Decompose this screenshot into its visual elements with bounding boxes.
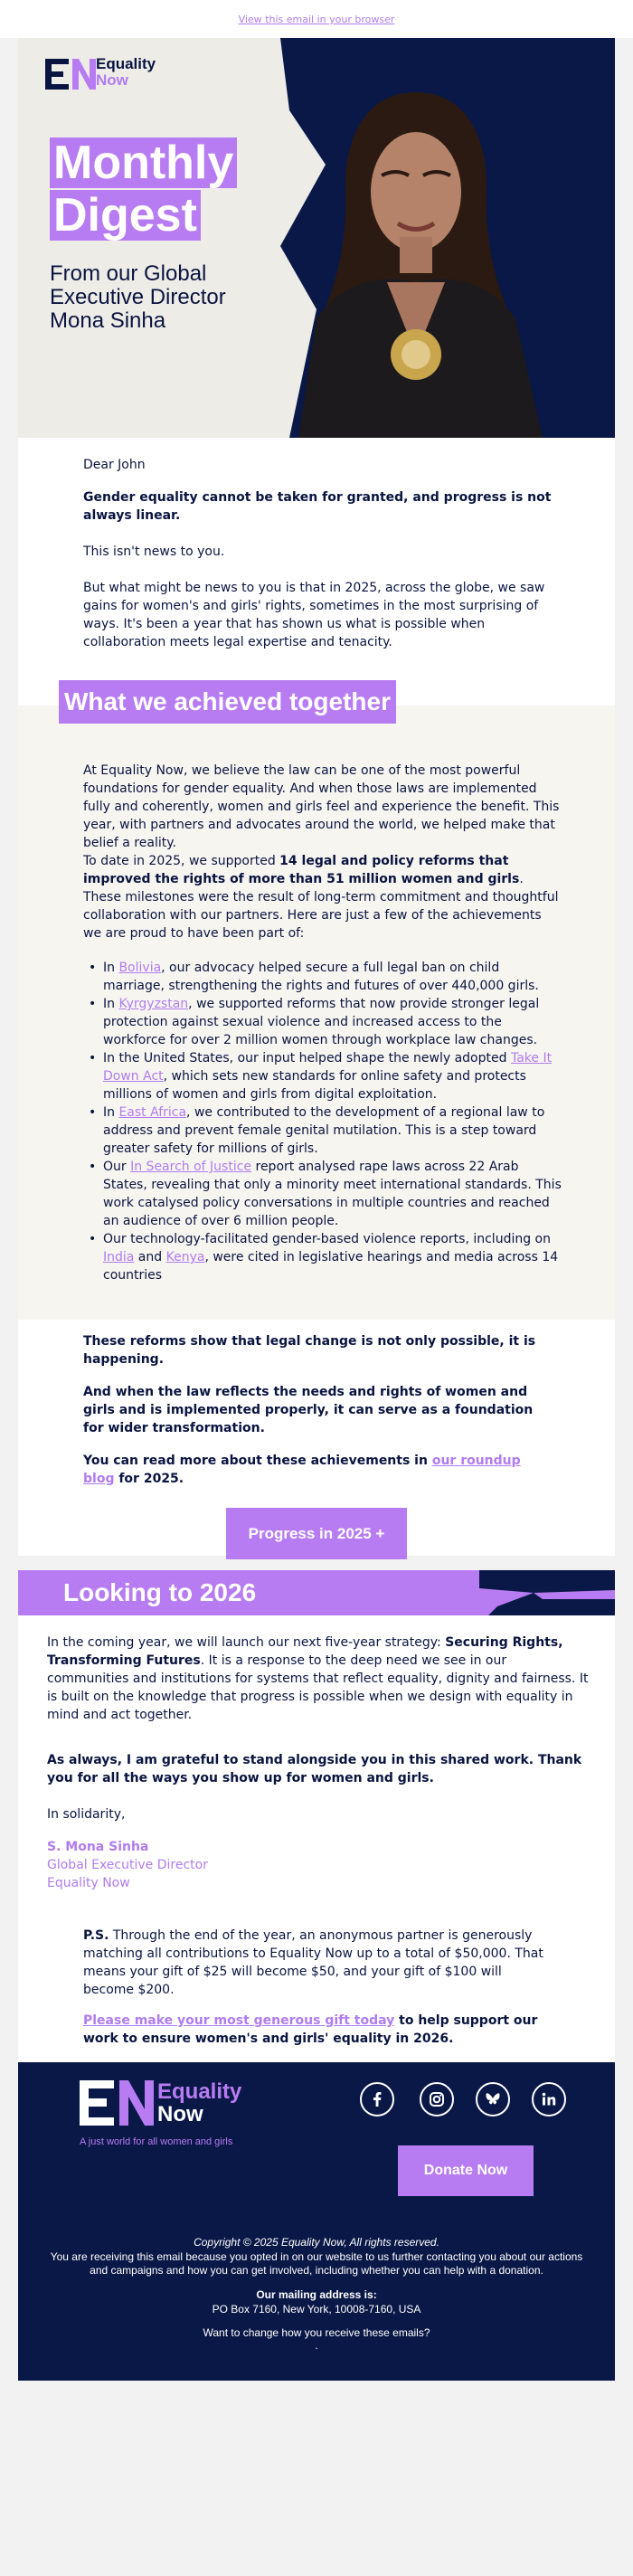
signature-title: Global Executive Director bbox=[47, 1858, 208, 1872]
bullet-text: In bbox=[103, 997, 119, 1011]
bullet-text: , our advocacy helped secure a full legal ban on child marriage, strengthening the rights and futures of over 440,000 girls. bbox=[103, 961, 539, 993]
list-item bbox=[83, 1049, 562, 1103]
bullet-text: In bbox=[103, 961, 119, 975]
link-take-it-down-act[interactable]: Take It Down Act bbox=[103, 1051, 553, 1084]
footer-logo-mark bbox=[80, 2080, 154, 2126]
bullet-text: Our technology-facilitated gender-based violence reports, including on bbox=[103, 1232, 551, 1246]
closing: In solidarity, bbox=[47, 1807, 126, 1822]
looking-section bbox=[18, 1615, 615, 1896]
footer bbox=[18, 2062, 615, 2381]
link-kenya[interactable]: Kenya bbox=[165, 1250, 205, 1264]
reforms-text-b: for 2025. bbox=[114, 1472, 184, 1486]
hero-banner bbox=[18, 38, 615, 438]
reforms-text-a: You can read more about these achievements in bbox=[83, 1454, 432, 1468]
footer-logo-wordmark bbox=[157, 2080, 241, 2126]
achievements-section bbox=[18, 736, 615, 1320]
copyright: Copyright © 2025 Equality Now, All rights reserved. bbox=[194, 2236, 439, 2249]
reforms-paragraph-2: And when the law reflects the needs and rights of women and girls and is implemented properly, it can serve as a foundation for wider transformation. bbox=[83, 1385, 534, 1435]
hero-title-line2: Digest bbox=[50, 190, 201, 241]
progress-2025-button[interactable]: Progress in 2025 + bbox=[226, 1508, 407, 1559]
mona-sinha-portrait bbox=[280, 56, 552, 438]
reforms-paragraph-1: These reforms show that legal change is not only possible, it is happening. bbox=[83, 1334, 536, 1367]
bullet-text: , we contributed to the development of a regional law to address and prevent female genital mutilation. This is a step toward greater safety for millions of girls. bbox=[103, 1105, 545, 1156]
link-in-search-of-justice[interactable]: In Search of Justice bbox=[130, 1160, 252, 1174]
achievements-list bbox=[83, 959, 562, 1284]
facebook-icon[interactable] bbox=[360, 2082, 394, 2117]
strategy-name: Securing Rights, Transforming Futures bbox=[47, 1635, 563, 1668]
greeting: Dear John bbox=[83, 458, 146, 472]
footer-dot: . bbox=[315, 2339, 318, 2352]
ps-cta-text: to help support our work to ensure women's and girls' equality in 2026. bbox=[83, 2013, 538, 2046]
bullet-text: , we supported reforms that now provide stronger legal protection against sexual violence and increased access to the workforce for over 2 million women through workplace law changes. bbox=[103, 997, 540, 1047]
section-title-looking: Looking to 2026 bbox=[63, 1578, 257, 1606]
intro-paragraph-3: But what might be news to you is that in 2025, across the globe, we saw gains for women's and girls' rights, sometimes in the most surprising of ways. It's been a year that has shown us what is possible when collaboration meets legal expertise and tenacity. bbox=[83, 581, 545, 649]
footer-logo-now: Now bbox=[157, 2102, 203, 2126]
reforms-section bbox=[18, 1320, 615, 1556]
section-title-achieved: What we achieved together bbox=[59, 680, 396, 724]
intro-paragraph-2: This isn't news to you. bbox=[83, 545, 225, 559]
list-item bbox=[83, 1230, 562, 1284]
link-bolivia[interactable]: Bolivia bbox=[118, 961, 162, 975]
instagram-icon[interactable] bbox=[420, 2082, 454, 2117]
strategy-text-a: In the coming year, we will launch our next five-year strategy: bbox=[47, 1635, 446, 1650]
bullet-text: , were cited in legislative hearings and media across 14 countries bbox=[103, 1250, 559, 1283]
bullet-text: In bbox=[103, 1105, 119, 1120]
ps-text: Through the end of the year, an anonymous partner is generously matching all contributions to Equality Now up to a total of $50,000. That means your gift of $25 will become $50, and your gift of $100 will become $200. bbox=[83, 1928, 543, 1997]
achievements-summary bbox=[83, 852, 562, 942]
signature-name: S. Mona Sinha bbox=[47, 1840, 149, 1854]
summary-text-c: . These milestones were the result of long-term commitment and thoughtful collaboration with our partners. Here are just a few of the achievements we are proud to have been part of: bbox=[83, 872, 559, 941]
list-item bbox=[83, 1158, 562, 1230]
mailing-address: PO Box 7160, New York, 10008-7160, USA bbox=[212, 2303, 421, 2316]
summary-highlight: 14 legal and policy reforms that improved the rights of more than 51 million women and girls bbox=[83, 854, 520, 886]
bullet-text: and bbox=[134, 1250, 166, 1264]
donate-now-button[interactable]: Donate Now bbox=[398, 2145, 534, 2196]
footer-tagline: A just world for all women and girls bbox=[80, 2136, 233, 2147]
roundup-blog-link[interactable]: our roundup blog bbox=[83, 1454, 521, 1486]
footer-logo-equality: Equality bbox=[157, 2079, 242, 2104]
linkedin-icon[interactable] bbox=[532, 2082, 566, 2117]
hero-subtitle: From our Global Executive Director Mona Sinha bbox=[50, 261, 226, 333]
link-india[interactable]: India bbox=[103, 1250, 135, 1264]
strategy-text-c: . It is a response to the deep need we see in our communities and institutions for systems that reflect equality, dignity and fairness. It is built on the knowledge that progress is possible when we design with equality in mind and act together. bbox=[47, 1653, 589, 1722]
list-item bbox=[83, 995, 562, 1049]
looking-heading-band bbox=[18, 1570, 615, 1615]
link-east-africa[interactable]: East Africa bbox=[118, 1105, 187, 1120]
gratitude-paragraph: As always, I am grateful to stand alongside you in this shared work. Thank you for all the ways you show up for women and girls. bbox=[47, 1753, 582, 1785]
top-bar bbox=[0, 0, 633, 38]
ps-cta bbox=[83, 2012, 553, 2048]
view-in-browser-link[interactable]: View this email in your browser bbox=[238, 14, 395, 25]
intro-lead: Gender equality cannot be taken for granted, and progress is not always linear. bbox=[83, 490, 552, 523]
logo-wordmark bbox=[96, 56, 156, 89]
hero-title-line1: Monthly bbox=[50, 137, 237, 188]
ps-paragraph bbox=[83, 1927, 553, 1999]
change-preferences: Want to change how you receive these emails? bbox=[203, 2326, 430, 2339]
logo-line-equality: Equality bbox=[96, 55, 156, 72]
bullet-text: , which sets new standards for online safety and protects millions of women and girls from digital exploitation. bbox=[103, 1069, 526, 1102]
signature-org: Equality Now bbox=[47, 1876, 130, 1890]
achievements-intro: At Equality Now, we believe the law can be one of the most powerful foundations for gender equality. And when those laws are implemented fully and coherently, women and girls feel and experience the benefit. This year, with partners and advocates around the world, we helped make that belief a reality. bbox=[83, 763, 560, 850]
mailing-label: Our mailing address is: bbox=[256, 2288, 377, 2301]
achieved-heading-band bbox=[18, 680, 615, 736]
ps-label: P.S. bbox=[83, 1928, 109, 1943]
list-item bbox=[83, 959, 562, 995]
equality-now-logo-mark bbox=[45, 59, 96, 90]
bullet-text: In the United States, our input helped shape the newly adopted bbox=[103, 1051, 511, 1065]
link-kyrgyzstan[interactable]: Kyrgyzstan bbox=[118, 997, 189, 1011]
bullet-text: Our bbox=[103, 1160, 131, 1174]
list-item bbox=[83, 1103, 562, 1158]
ps-section bbox=[18, 1896, 615, 2062]
subscription-reason: You are receiving this email because you opted in on our website to us further contacting you about our actions and campaigns and how you can get involved, including whether you can help with a donation. bbox=[50, 2250, 583, 2277]
make-gift-link[interactable]: Please make your most generous gift today bbox=[83, 2013, 395, 2028]
reforms-paragraph-3 bbox=[83, 1452, 553, 1488]
bullet-text: report analysed rape laws across 22 Arab States, revealing that only a minority meet international standards. This work catalysed policy conversations in multiple countries and reached an audience of over 6 million people. bbox=[103, 1160, 562, 1228]
bluesky-icon[interactable] bbox=[476, 2082, 510, 2117]
looking-navy-shape bbox=[479, 1570, 615, 1615]
strategy-paragraph bbox=[47, 1634, 590, 1724]
summary-text-a: To date in 2025, we supported bbox=[83, 854, 280, 868]
logo-line-now: Now bbox=[96, 71, 128, 89]
